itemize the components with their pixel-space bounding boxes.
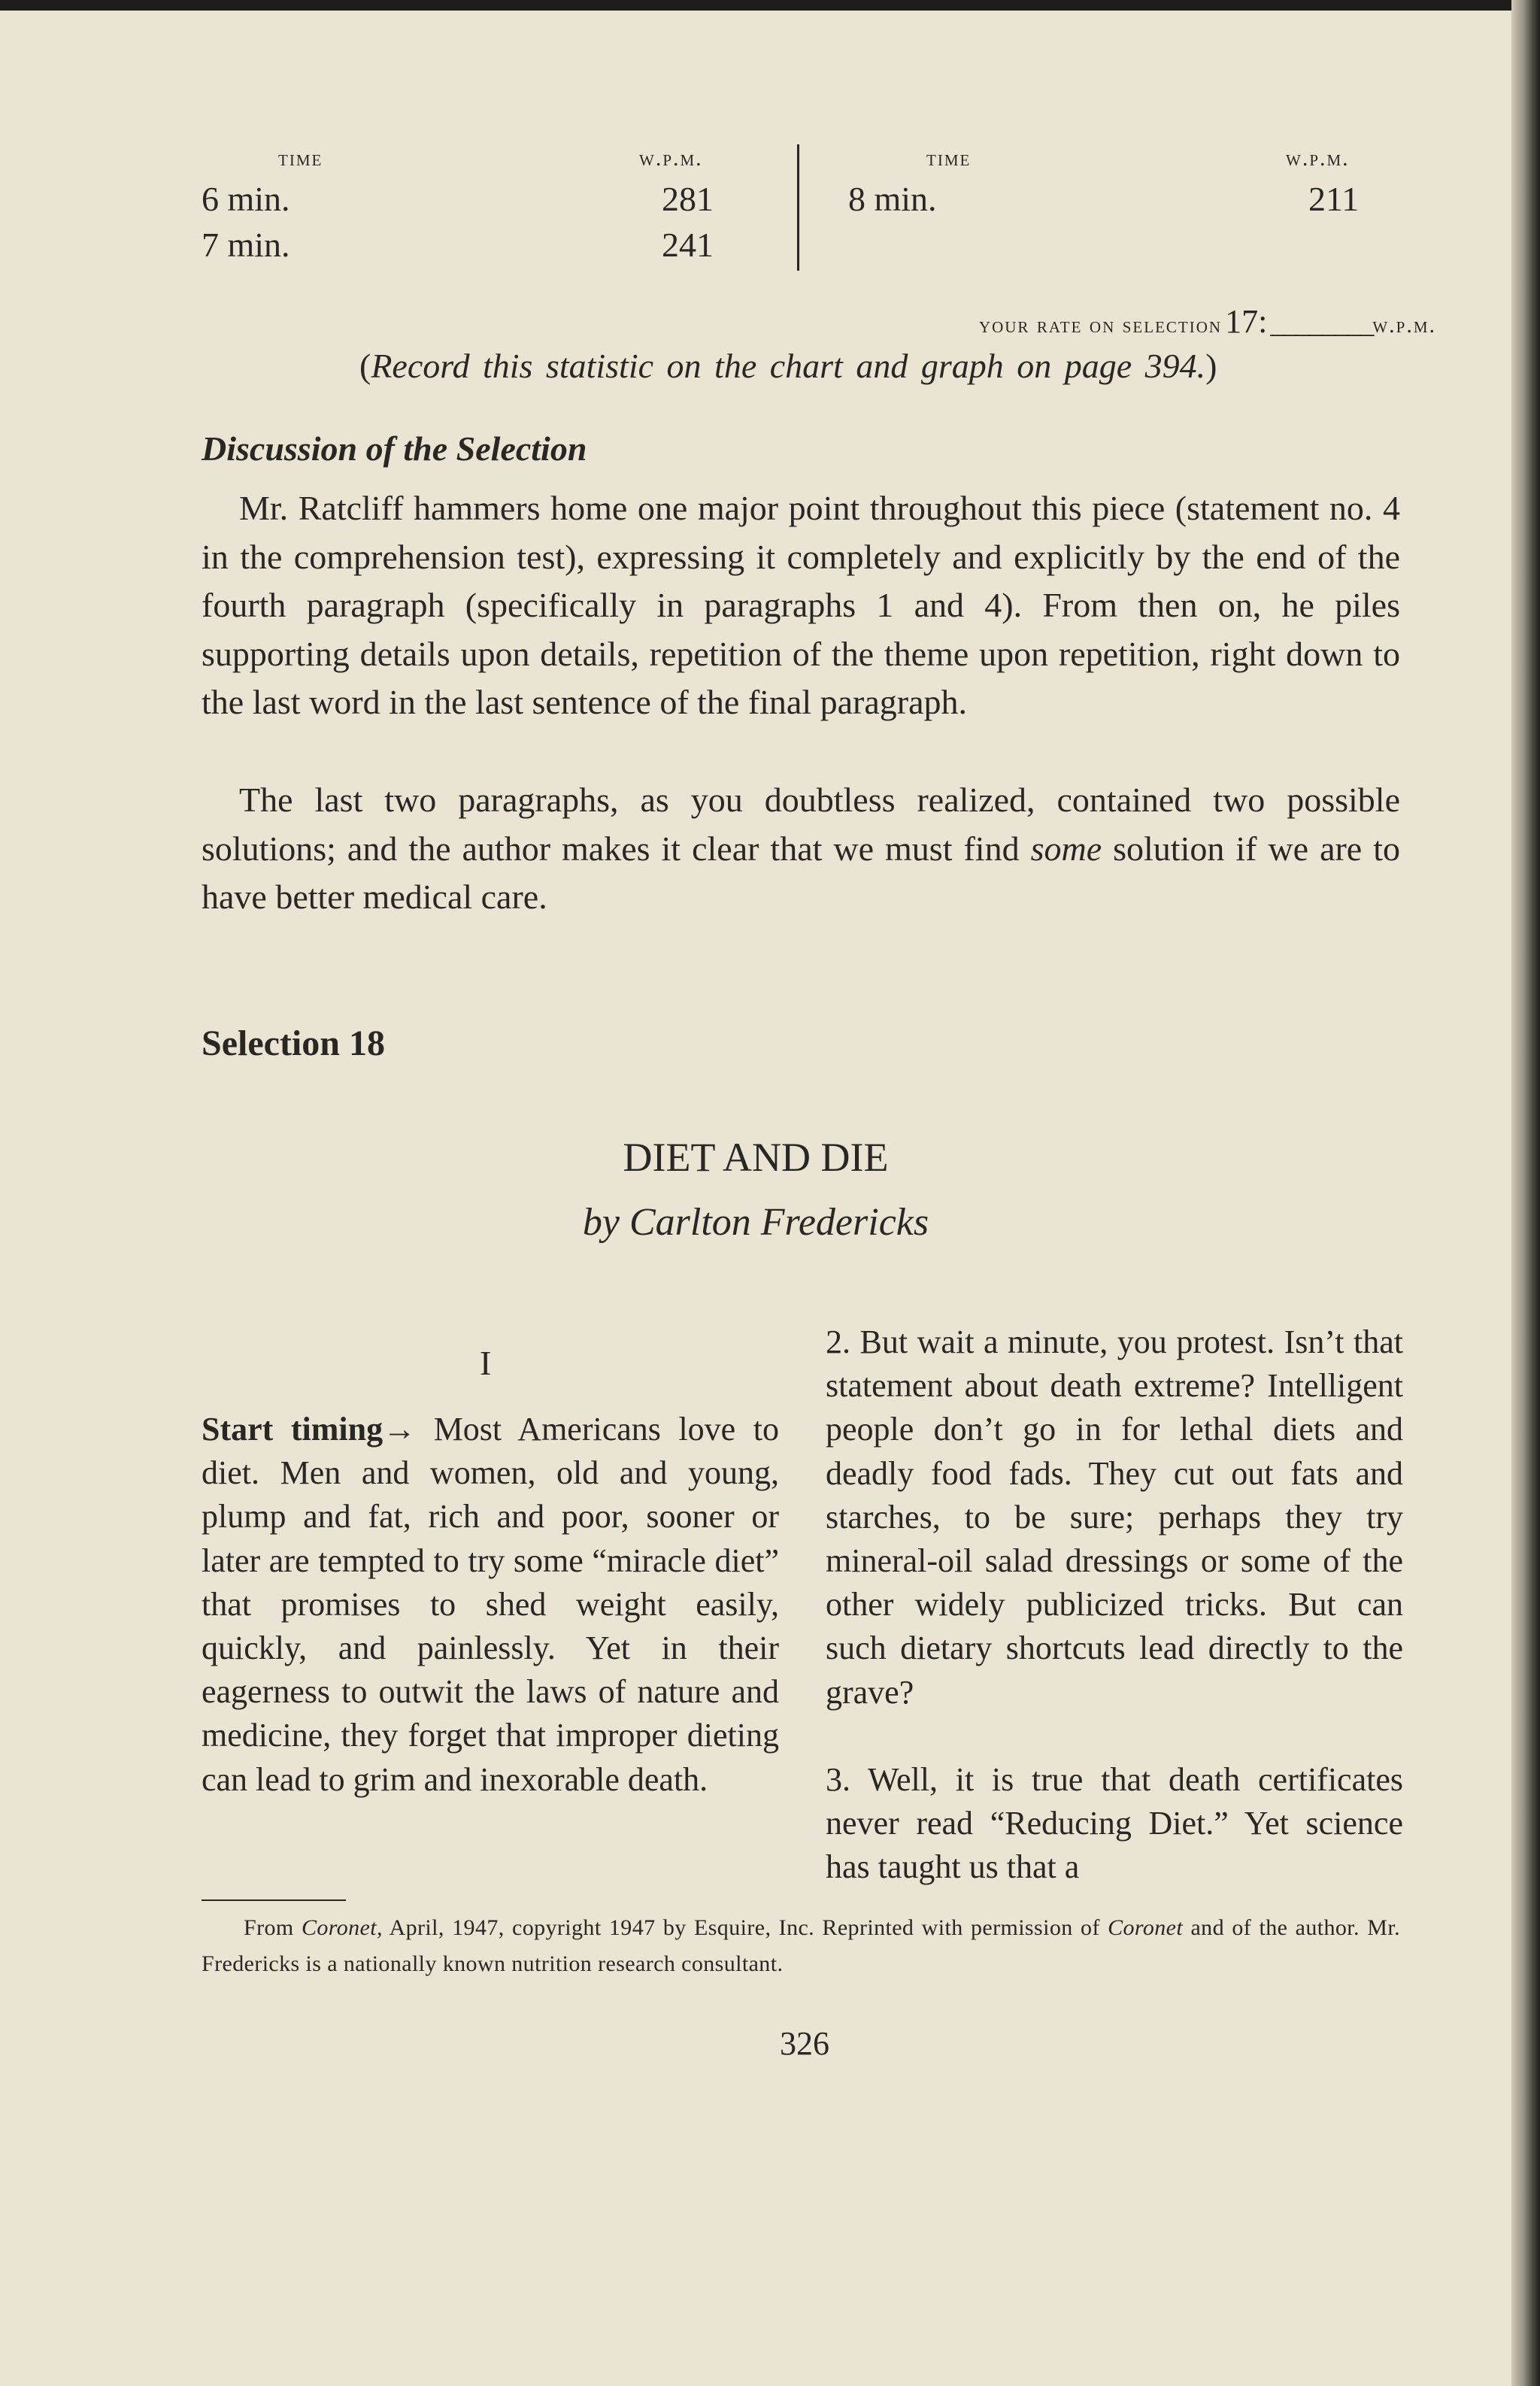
column-2-paragraph-2: 2. But wait a minute, you protest. Isn’t that statement about death extreme? Intelligent people don’t go in for lethal diets and deadly food fads. They cut out fats and starches, to be sure; perhaps they try mineral-oil salad dressings or some of the other widely publicized tricks. But can such dietary shortcuts lead directly to the grave?: [826, 1323, 1403, 1711]
selection-label: Selection 18: [202, 1023, 385, 1063]
footnote-text: April, 1947, copyright 1947 by Esquire, Inc. Reprinted with permission of: [382, 1915, 1108, 1940]
page-number: 326: [780, 2025, 829, 2062]
footnote: [202, 1910, 1400, 1982]
rate-blank: ________: [1270, 308, 1373, 339]
wpm-cell: 241: [662, 226, 714, 264]
page-edge: [1511, 0, 1540, 2386]
time-cell: 7 min.: [202, 226, 290, 264]
rate-label: your rate on selection: [978, 313, 1223, 338]
record-note-close: ): [1205, 347, 1217, 385]
discussion-text: solution if we are to have better medical care.: [202, 829, 1400, 916]
record-note-text: Record this statistic on the chart and graph on page 394.: [371, 347, 1206, 385]
table-divider: [797, 144, 799, 271]
rate-line: [979, 302, 1436, 341]
footnote-text: and of the author. Mr. Fredericks is a nationally known nutrition research consultant.: [202, 1915, 1400, 1976]
discussion-heading: Discussion of the Selection: [202, 429, 587, 468]
footnote-magazine: Coronet: [1108, 1915, 1184, 1940]
record-note: [359, 346, 1217, 386]
article-byline: by Carlton Fredericks: [582, 1201, 929, 1244]
book-page: [0, 11, 1511, 2386]
emphasis-word: some: [1030, 829, 1102, 868]
time-cell: 8 min.: [848, 180, 937, 218]
discussion-paragraph-2: [202, 776, 1400, 922]
discussion-paragraph-1: Mr. Ratcliff hammers home one major point throughout this piece (statement no. 4 in the comprehension test), expressing it completely and explicitly by the end of the fourth paragraph (specifically in paragraphs 1 and 4). From then on, he piles supporting details upon details, repetition of the theme upon repetition, right down to the last word in the last sentence of the final paragraph.: [202, 489, 1400, 721]
wpm-header-left: w.p.m.: [639, 146, 703, 171]
start-timing-marker: Start timing→: [202, 1411, 417, 1448]
time-cell: 6 min.: [202, 180, 290, 218]
time-header-right: time: [926, 146, 972, 171]
rate-unit: w.p.m.: [1372, 313, 1436, 338]
selection-number: 17:: [1225, 303, 1268, 340]
section-numeral: I: [480, 1344, 492, 1382]
column-1-text: [202, 1408, 779, 1802]
footnote-magazine: Coronet,: [301, 1915, 383, 1940]
time-header-left: time: [278, 146, 323, 171]
wpm-cell: 211: [1308, 180, 1360, 218]
article-title: DIET AND DIE: [623, 1135, 889, 1180]
wpm-header-right: w.p.m.: [1286, 146, 1350, 171]
wpm-cell: 281: [662, 180, 714, 218]
footnote-rule: [202, 1899, 346, 1901]
column-2-paragraph-3: 3. Well, it is true that death certificates never read “Reducing Diet.” Yet science has taught us that a: [826, 1761, 1403, 1886]
column-1-body: Most Americans love to diet. Men and women, old and young, plump and fat, rich and poor, sooner or later are tempted to try some “miracle diet” that promises to shed weight easily, quickly, and painlessly. Yet in their eagerness to outwit the laws of nature and medicine, they forget that improper dieting can lead to grim and inexorable death.: [202, 1411, 780, 1798]
record-note-open: (: [359, 347, 371, 385]
footnote-text: From: [244, 1915, 302, 1940]
discussion-text: The last two paragraphs, as you doubtless realized, contained two possible solutions; and the author makes it clear that we must find: [202, 781, 1400, 868]
